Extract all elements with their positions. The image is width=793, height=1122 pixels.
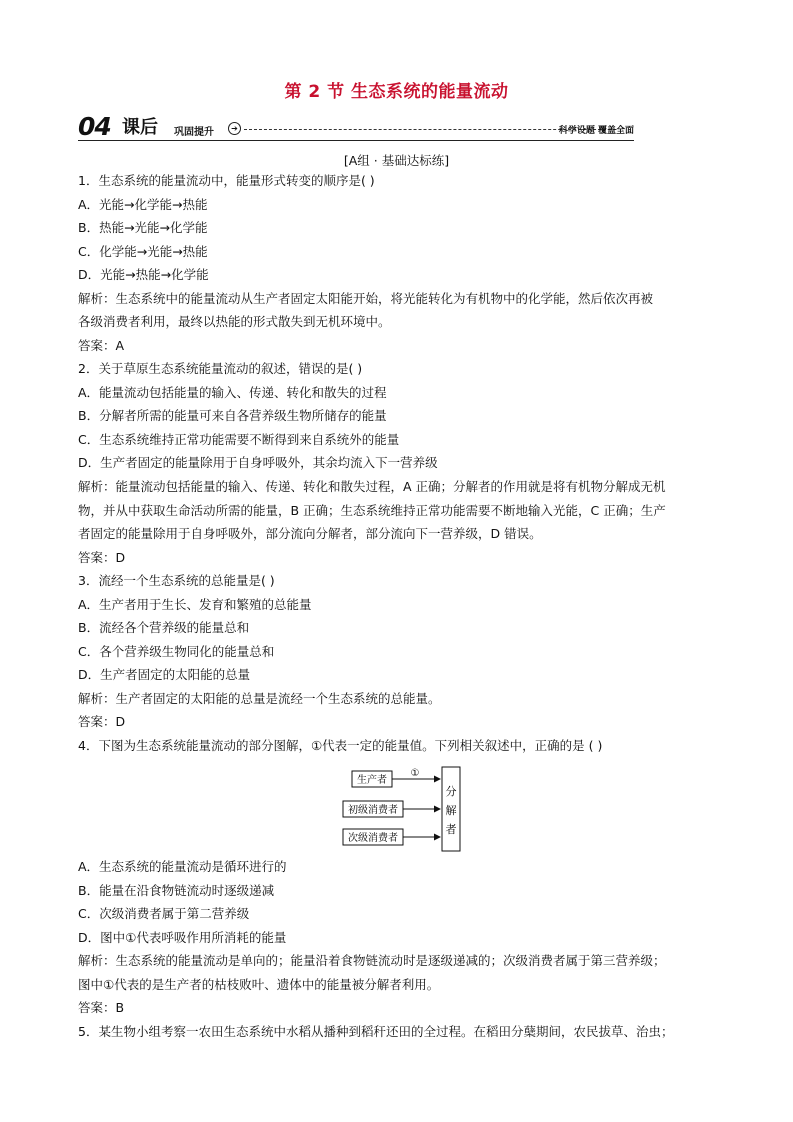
group-label: [A组 · 基础达标练]	[343, 153, 450, 168]
text-line: A．生态系统的能量流动是循环进行的	[78, 859, 287, 874]
energy-flow-diagram	[340, 765, 470, 855]
text-line: B．热能→光能→化学能	[78, 220, 208, 235]
text-line: 4．下图为生态系统能量流动的部分图解，①代表一定的能量值。下列相关叙述中，正确的是 ( )	[78, 738, 603, 753]
text-line: D．生产者固定的能量除用于自身呼吸外，其余均流入下一营养级	[78, 455, 438, 470]
primary-consumer-label: 初级消费者	[348, 805, 398, 816]
text-line: 解析：生态系统中的能量流动从生产者固定太阳能开始，将光能转化为有机物中的化学能，然后依次再被	[78, 291, 654, 306]
text-line: D．图中①代表呼吸作用所消耗的能量	[78, 930, 287, 945]
text-line: B．能量在沿食物链流动时逐级递减	[78, 883, 275, 898]
banner-tagline: 科学设题 覆盖全面	[558, 126, 634, 136]
producer-label: 生产者	[357, 775, 387, 786]
decomposer-char: 解	[445, 804, 457, 817]
page-title: 第 2 节 生态系统的能量流动	[284, 82, 509, 102]
section-banner	[78, 114, 634, 142]
text-line: 者固定的能量除用于自身呼吸外，部分流向分解者，部分流向下一营养级，D 错误。	[78, 526, 542, 541]
text-line: C．各个营养级生物同化的能量总和	[78, 644, 275, 659]
text-line: C．化学能→光能→热能	[78, 244, 208, 259]
secondary-consumer-label: 次级消费者	[348, 833, 398, 844]
text-line: 答案：B	[78, 1000, 125, 1015]
text-line: 2．关于草原生态系统能量流动的叙述，错误的是( )	[78, 361, 363, 376]
text-line: D．光能→热能→化学能	[78, 267, 209, 282]
banner-subtitle: 巩固提升	[174, 127, 214, 138]
text-line: D．生产者固定的太阳能的总量	[78, 667, 251, 682]
text-line: 3．流经一个生态系统的总能量是( )	[78, 573, 275, 588]
text-line: A．光能→化学能→热能	[78, 197, 208, 212]
text-line: 5．某生物小组考察一农田生态系统中水稻从播种到稻秆还田的全过程。在稻田分蘖期间，农民拔草、治虫；	[78, 1024, 674, 1039]
banner-section: 课后	[122, 117, 158, 138]
text-line: 解析：生态系统的能量流动是单向的；能量沿着食物链流动时是逐级递减的；次级消费者属于第三营养级；	[78, 953, 666, 968]
text-line: 答案：D	[78, 714, 126, 729]
text-line: 物，并从中获取生命活动所需的能量，B 正确；生态系统维持正常功能需要不断地输入光能，C 正确；生产	[78, 503, 666, 518]
text-line: 答案：D	[78, 550, 126, 565]
text-line: C．生态系统维持正常功能需要不断得到来自系统外的能量	[78, 432, 400, 447]
banner-rule	[78, 140, 634, 141]
text-line: 答案：A	[78, 338, 125, 353]
text-line: 解析：能量流动包括能量的输入、传递、转化和散失过程，A 正确；分解者的作用就是将有机物分解成无机	[78, 479, 666, 494]
banner-number: 04	[78, 112, 111, 141]
text-line: 图中①代表的是生产者的枯枝败叶、遗体中的能量被分解者利用。	[78, 977, 440, 992]
text-line: C．次级消费者属于第二营养级	[78, 906, 250, 921]
decomposer-char: 分	[445, 785, 457, 798]
text-line: A．生产者用于生长、发育和繁殖的总能量	[78, 597, 312, 612]
circled-arrow-icon: ➔	[228, 122, 241, 135]
text-line: 1．生态系统的能量流动中，能量形式转变的顺序是( )	[78, 173, 375, 188]
text-line: 解析：生产者固定的太阳能的总量是流经一个生态系统的总能量。	[78, 691, 441, 706]
energy-marker: ①	[410, 768, 420, 779]
text-line: 各级消费者利用，最终以热能的形式散失到无机环境中。	[78, 314, 391, 329]
decomposer-char: 者	[445, 823, 457, 836]
text-line: A．能量流动包括能量的输入、传递、转化和散失的过程	[78, 385, 387, 400]
text-line: B．分解者所需的能量可来自各营养级生物所储存的能量	[78, 408, 387, 423]
text-line: B．流经各个营养级的能量总和	[78, 620, 250, 635]
